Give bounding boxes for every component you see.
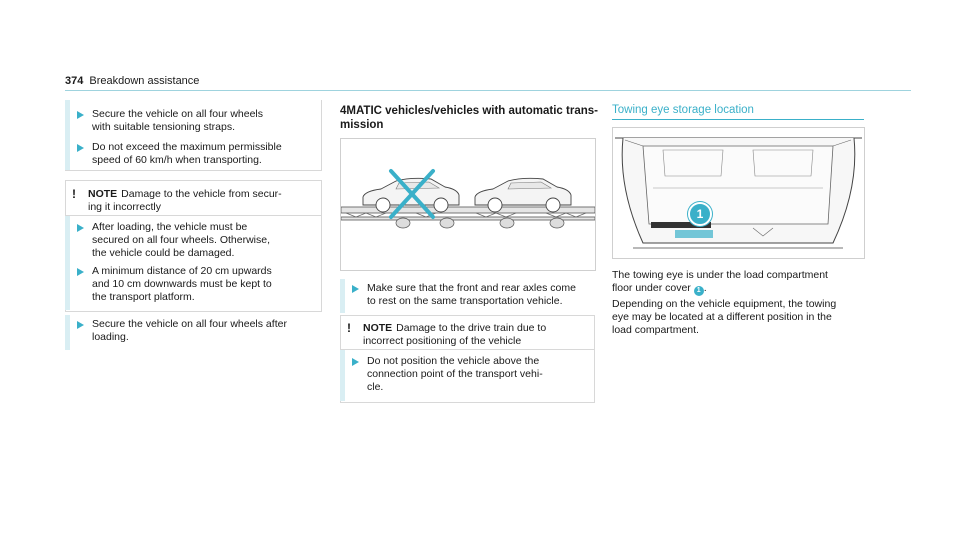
col1-note-heading: ! NOTE Damage to the vehicle from secur- ing it incorrectly	[72, 187, 282, 213]
callout-1-icon: 1	[694, 286, 704, 296]
car-transport-illustration	[341, 139, 595, 270]
arrow-icon	[77, 268, 84, 276]
note-divider	[65, 215, 321, 216]
step-secure-straps: Secure the vehicle on all four wheels with suitable tensioning straps.	[70, 108, 337, 134]
callout-1-marker: 1	[688, 202, 712, 226]
page-header	[65, 75, 199, 87]
towing-eye-paragraph: The towing eye is under the load compartment floor under cover 1 . Depending on the vehicle equipment, the towing eye may be located at a different position in the load compartment.	[612, 269, 837, 336]
step-secure-after-loading: Secure the vehicle on all four wheels after loading.	[70, 318, 342, 344]
illustration-load-compartment	[612, 127, 865, 259]
warning-icon: !	[347, 321, 351, 335]
step-max-speed: Do not exceed the maximum permissible speed of 60 km/h when transporting.	[70, 141, 337, 167]
note-title: NOTE	[363, 322, 393, 334]
arrow-icon	[77, 224, 84, 232]
header-rule	[65, 90, 911, 91]
step-connection-point: Do not position the vehicle above the connection point of the transport vehi- cle.	[345, 355, 612, 394]
heading-underline	[612, 119, 864, 120]
arrow-icon	[77, 321, 84, 329]
step-minimum-distance: A minimum distance of 20 cm upwards and 10 cm downwards must be kept to the transport platform.	[70, 265, 337, 304]
section-heading-4matic: 4MATIC vehicles/vehicles with automatic trans- mission	[340, 105, 598, 131]
arrow-icon	[77, 111, 84, 119]
load-compartment-illustration	[613, 128, 864, 258]
step-after-loading: After loading, the vehicle must be secured on all four wheels. Otherwise, the vehicle could be damaged.	[70, 221, 337, 260]
illustration-car-transport	[340, 138, 596, 271]
col2-note-heading: ! NOTE Damage to the drive train due to incorrect positioning of the vehicle	[347, 321, 547, 347]
note-title: NOTE	[88, 188, 118, 200]
arrow-icon	[352, 358, 359, 366]
step-same-vehicle: Make sure that the front and rear axles come to rest on the same transportation vehicle.	[345, 282, 617, 308]
section-heading-towing-eye: Towing eye storage location	[612, 104, 754, 116]
arrow-icon	[352, 285, 359, 293]
section-title: Breakdown assistance	[89, 75, 200, 87]
warning-icon: !	[72, 187, 76, 201]
arrow-icon	[77, 144, 84, 152]
note-divider	[340, 349, 594, 350]
page-number: 374	[65, 75, 84, 87]
